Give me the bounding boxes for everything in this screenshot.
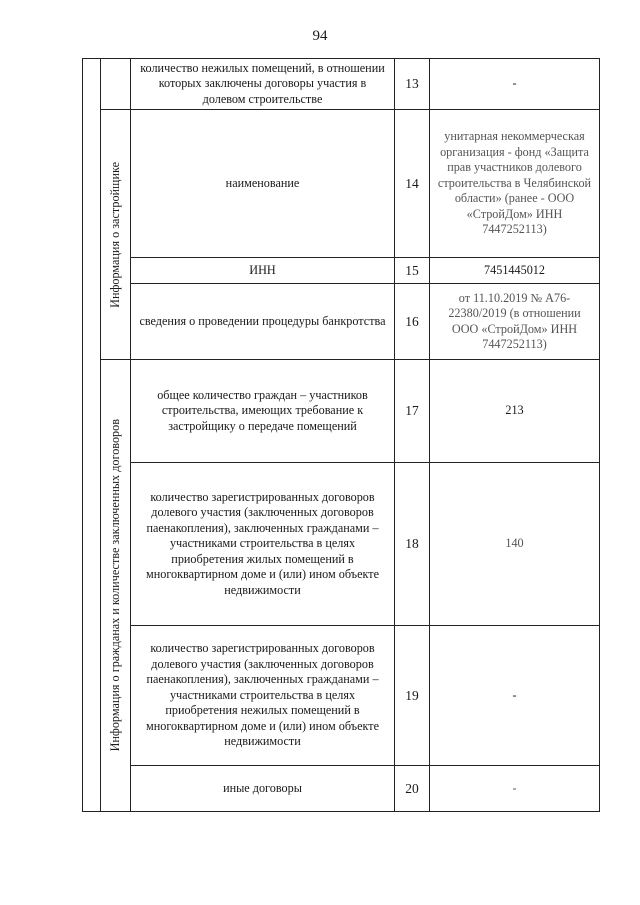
table-row (83, 360, 600, 463)
section-label-citizens: Информация о гражданах и количестве заключенных договоров (108, 419, 122, 752)
row-value: 7451445012 (430, 258, 600, 284)
row-description: ИНН (131, 258, 395, 284)
row-number: 14 (395, 110, 430, 258)
row-value: от 11.10.2019 № А76-22380/2019 (в отношении ООО «СтройДом» ИНН 7447252113) (430, 284, 600, 360)
table-row (83, 284, 600, 360)
row-number: 16 (395, 284, 430, 360)
row-number: 13 (395, 59, 430, 110)
row-description: количество нежилых помещений, в отношении которых заключены договоры участия в долевом строительстве (131, 59, 395, 110)
row-number: 19 (395, 626, 430, 766)
row-number: 20 (395, 766, 430, 812)
row-value: 140 (430, 463, 600, 626)
table-row (83, 766, 600, 812)
empty-margin-cell (83, 59, 101, 812)
section-label-developer: Информация о застройщике (108, 161, 122, 308)
row-number: 18 (395, 463, 430, 626)
row-value: - (430, 766, 600, 812)
page-number: 94 (312, 28, 328, 44)
section-cell-top (101, 59, 131, 110)
row-number: 17 (395, 360, 430, 463)
section-cell-citizens (101, 360, 131, 812)
row-description: наименование (131, 110, 395, 258)
row-description: общее количество граждан – участников строительства, имеющих требование к застройщику о передаче помещений (131, 360, 395, 463)
row-value: унитарная некоммерческая организация - фонд «Защита прав участников долевого строительства в Челябинской области» (ранее - ООО «СтройДом» ИНН 7447252113) (430, 110, 600, 258)
table-row (83, 626, 600, 766)
row-value: - (430, 59, 600, 110)
table-row (83, 110, 600, 258)
row-description: количество зарегистрированных договоров долевого участия (заключенных договоров паенакопления), заключенных гражданами – участниками строительства в целях приобретения жилых помещений в многоквартирном доме и (или) ином объекте недвижимости (131, 463, 395, 626)
row-description: сведения о проведении процедуры банкротства (131, 284, 395, 360)
table-row (83, 59, 600, 110)
table-row (83, 258, 600, 284)
section-cell-developer (101, 110, 131, 360)
row-value: 213 (430, 360, 600, 463)
row-number: 15 (395, 258, 430, 284)
data-table (82, 58, 600, 812)
table-row (83, 463, 600, 626)
row-value: - (430, 626, 600, 766)
row-description: иные договоры (131, 766, 395, 812)
row-description: количество зарегистрированных договоров долевого участия (заключенных договоров паенакопления), заключенных гражданами – участниками строительства в целях приобретения нежилых помещений в многоквартирном доме и (или) ином объекте недвижимости (131, 626, 395, 766)
